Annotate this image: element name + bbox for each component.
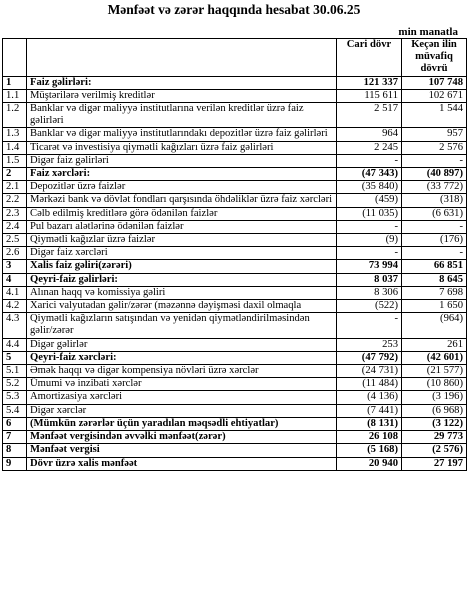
row-index: 6: [3, 417, 27, 430]
row-label: Qiymətli kağızlar üzrə faizlər: [27, 234, 337, 247]
row-previous-value: 8 645: [402, 273, 467, 286]
row-label: Digər xərclər: [27, 404, 337, 417]
row-current-value: 115 611: [337, 89, 402, 102]
table-row: [3, 76, 467, 89]
row-index: 2.1: [3, 181, 27, 194]
row-current-value: -: [337, 154, 402, 167]
row-previous-value: 66 851: [402, 260, 467, 273]
row-current-value: 8 037: [337, 273, 402, 286]
row-index: 2.5: [3, 234, 27, 247]
row-previous-value: -: [402, 154, 467, 167]
row-previous-value: 1 544: [402, 103, 467, 128]
table-row: [3, 89, 467, 102]
row-index: 1.1: [3, 89, 27, 102]
row-previous-value: (3 196): [402, 391, 467, 404]
table-row: [3, 300, 467, 313]
row-previous-value: -: [402, 247, 467, 260]
table-row: [3, 220, 467, 233]
header-current-period: Cari dövr: [337, 39, 402, 77]
table-row: [3, 194, 467, 207]
row-index: 4.2: [3, 300, 27, 313]
table-row: [3, 404, 467, 417]
row-previous-value: -: [402, 220, 467, 233]
row-index: 2.4: [3, 220, 27, 233]
row-current-value: 2 517: [337, 103, 402, 128]
row-index: 4.4: [3, 338, 27, 351]
table-row: [3, 417, 467, 430]
row-label: Faiz xərcləri:: [27, 168, 337, 181]
row-label: Xalis faiz gəliri(zərəri): [27, 260, 337, 273]
row-label: Müştərilərə verilmiş kreditlər: [27, 89, 337, 102]
row-previous-value: 29 773: [402, 431, 467, 444]
row-current-value: (11 035): [337, 207, 402, 220]
row-current-value: 2 245: [337, 141, 402, 154]
header-item: [27, 39, 337, 77]
row-index: 1.4: [3, 141, 27, 154]
table-row: [3, 234, 467, 247]
row-label: Cəlb edilmiş kreditlərə görə ödənilən faizlər: [27, 207, 337, 220]
row-previous-value: (964): [402, 313, 467, 338]
row-index: 3: [3, 260, 27, 273]
row-current-value: -: [337, 313, 402, 338]
row-previous-value: (6 631): [402, 207, 467, 220]
table-row: [3, 154, 467, 167]
row-current-value: (47 792): [337, 351, 402, 364]
row-current-value: (7 441): [337, 404, 402, 417]
row-label: Qeyri-faiz gəlirləri:: [27, 273, 337, 286]
row-label: Qeyri-faiz xərcləri:: [27, 351, 337, 364]
row-previous-value: 261: [402, 338, 467, 351]
table-row: [3, 431, 467, 444]
row-current-value: 121 337: [337, 76, 402, 89]
table-row: [3, 247, 467, 260]
row-previous-value: (3 122): [402, 417, 467, 430]
row-index: 1: [3, 76, 27, 89]
row-current-value: (11 484): [337, 378, 402, 391]
table-row: [3, 391, 467, 404]
header-previous-period: Keçən ilin müvafiq dövrü: [402, 39, 467, 77]
row-previous-value: 957: [402, 128, 467, 141]
row-label: Amortizasiya xərcləri: [27, 391, 337, 404]
table-row: [3, 128, 467, 141]
report-title: Mənfəət və zərər haqqında hesabat 30.06.25: [107, 2, 361, 17]
row-index: 2.3: [3, 207, 27, 220]
row-label: Banklar və digər maliyyə institutlarına verilən kreditlər üzrə faiz gəlirləri: [27, 103, 337, 128]
row-previous-value: (318): [402, 194, 467, 207]
row-current-value: (9): [337, 234, 402, 247]
row-index: 7: [3, 431, 27, 444]
table-row: [3, 207, 467, 220]
row-current-value: 964: [337, 128, 402, 141]
row-current-value: (35 840): [337, 181, 402, 194]
row-current-value: (459): [337, 194, 402, 207]
row-index: 9: [3, 457, 27, 470]
row-current-value: (8 131): [337, 417, 402, 430]
row-previous-value: (10 860): [402, 378, 467, 391]
table-row: [3, 313, 467, 338]
row-current-value: 253: [337, 338, 402, 351]
row-index: 4.3: [3, 313, 27, 338]
row-previous-value: 107 748: [402, 76, 467, 89]
row-label: Digər gəlirlər: [27, 338, 337, 351]
row-current-value: 8 306: [337, 286, 402, 299]
row-previous-value: (21 577): [402, 365, 467, 378]
row-label: Mərkəzi bank və dövlət fondları qarşısında öhdəliklər üzrə faiz xərcləri: [27, 194, 337, 207]
row-label: Dövr üzrə xalis mənfəət: [27, 457, 337, 470]
row-current-value: -: [337, 247, 402, 260]
row-index: 8: [3, 444, 27, 457]
row-index: 5: [3, 351, 27, 364]
table-row: [3, 273, 467, 286]
header-index: [3, 39, 27, 77]
row-index: 2: [3, 168, 27, 181]
row-label: (Mümkün zərərlər üçün yaradılan məqsədli ehtiyatlar): [27, 417, 337, 430]
table-row: [3, 365, 467, 378]
row-index: 5.1: [3, 365, 27, 378]
row-label: Ticarət və investisiya qiymətli kağızları üzrə faiz gəlirləri: [27, 141, 337, 154]
table-row: [3, 457, 467, 470]
row-previous-value: (42 601): [402, 351, 467, 364]
row-index: 2.6: [3, 247, 27, 260]
row-index: 5.2: [3, 378, 27, 391]
row-previous-value: 27 197: [402, 457, 467, 470]
row-previous-value: (33 772): [402, 181, 467, 194]
header-row: [3, 39, 467, 77]
row-index: 4.1: [3, 286, 27, 299]
row-previous-value: (176): [402, 234, 467, 247]
row-label: Əmək haqqı və digər kompensiya növləri üzrə xərclər: [27, 365, 337, 378]
row-current-value: (47 343): [337, 168, 402, 181]
row-previous-value: (2 576): [402, 444, 467, 457]
row-label: Faiz gəlirləri:: [27, 76, 337, 89]
row-label: Mənfəət vergisindən əvvəlki mənfəət(zərər): [27, 431, 337, 444]
row-index: 1.3: [3, 128, 27, 141]
row-previous-value: 2 576: [402, 141, 467, 154]
table-row: [3, 103, 467, 128]
row-current-value: (522): [337, 300, 402, 313]
table-row: [3, 378, 467, 391]
table-row: [3, 141, 467, 154]
row-index: 2.2: [3, 194, 27, 207]
row-previous-value: (40 897): [402, 168, 467, 181]
row-index: 1.5: [3, 154, 27, 167]
unit-label: min manatla: [398, 26, 458, 38]
row-label: Digər faiz gəlirləri: [27, 154, 337, 167]
table-row: [3, 260, 467, 273]
row-index: 5.4: [3, 404, 27, 417]
row-current-value: (4 136): [337, 391, 402, 404]
row-previous-value: 102 671: [402, 89, 467, 102]
row-current-value: 73 994: [337, 260, 402, 273]
row-current-value: (5 168): [337, 444, 402, 457]
table-row: [3, 338, 467, 351]
row-label: Mənfəət vergisi: [27, 444, 337, 457]
table-row: [3, 444, 467, 457]
row-label: Xarici valyutadan gəlir/zərər (məzənnə dəyişməsi daxil olmaqla: [27, 300, 337, 313]
row-current-value: -: [337, 220, 402, 233]
row-current-value: 26 108: [337, 431, 402, 444]
row-label: Depozitlər üzrə faizlər: [27, 181, 337, 194]
row-label: Digər faiz xərcləri: [27, 247, 337, 260]
row-current-value: 20 940: [337, 457, 402, 470]
row-previous-value: (6 968): [402, 404, 467, 417]
row-label: Banklar və digər maliyyə institutlarındakı depozitlər üzrə faiz gəlirləri: [27, 128, 337, 141]
row-label: Qiymətli kağızların satışından və yenidən qiymətləndirilməsindən gəlir/zərər: [27, 313, 337, 338]
row-index: 1.2: [3, 103, 27, 128]
row-label: Alınan haqq və komissiya gəliri: [27, 286, 337, 299]
row-label: Ümumi və inzibati xərclər: [27, 378, 337, 391]
row-index: 4: [3, 273, 27, 286]
row-label: Pul bazarı alətlərinə ödənilən faizlər: [27, 220, 337, 233]
table-row: [3, 168, 467, 181]
row-current-value: (24 731): [337, 365, 402, 378]
row-previous-value: 7 698: [402, 286, 467, 299]
table-row: [3, 286, 467, 299]
row-index: 5.3: [3, 391, 27, 404]
table-row: [3, 181, 467, 194]
row-previous-value: 1 650: [402, 300, 467, 313]
income-statement-table: [2, 38, 467, 471]
table-row: [3, 351, 467, 364]
